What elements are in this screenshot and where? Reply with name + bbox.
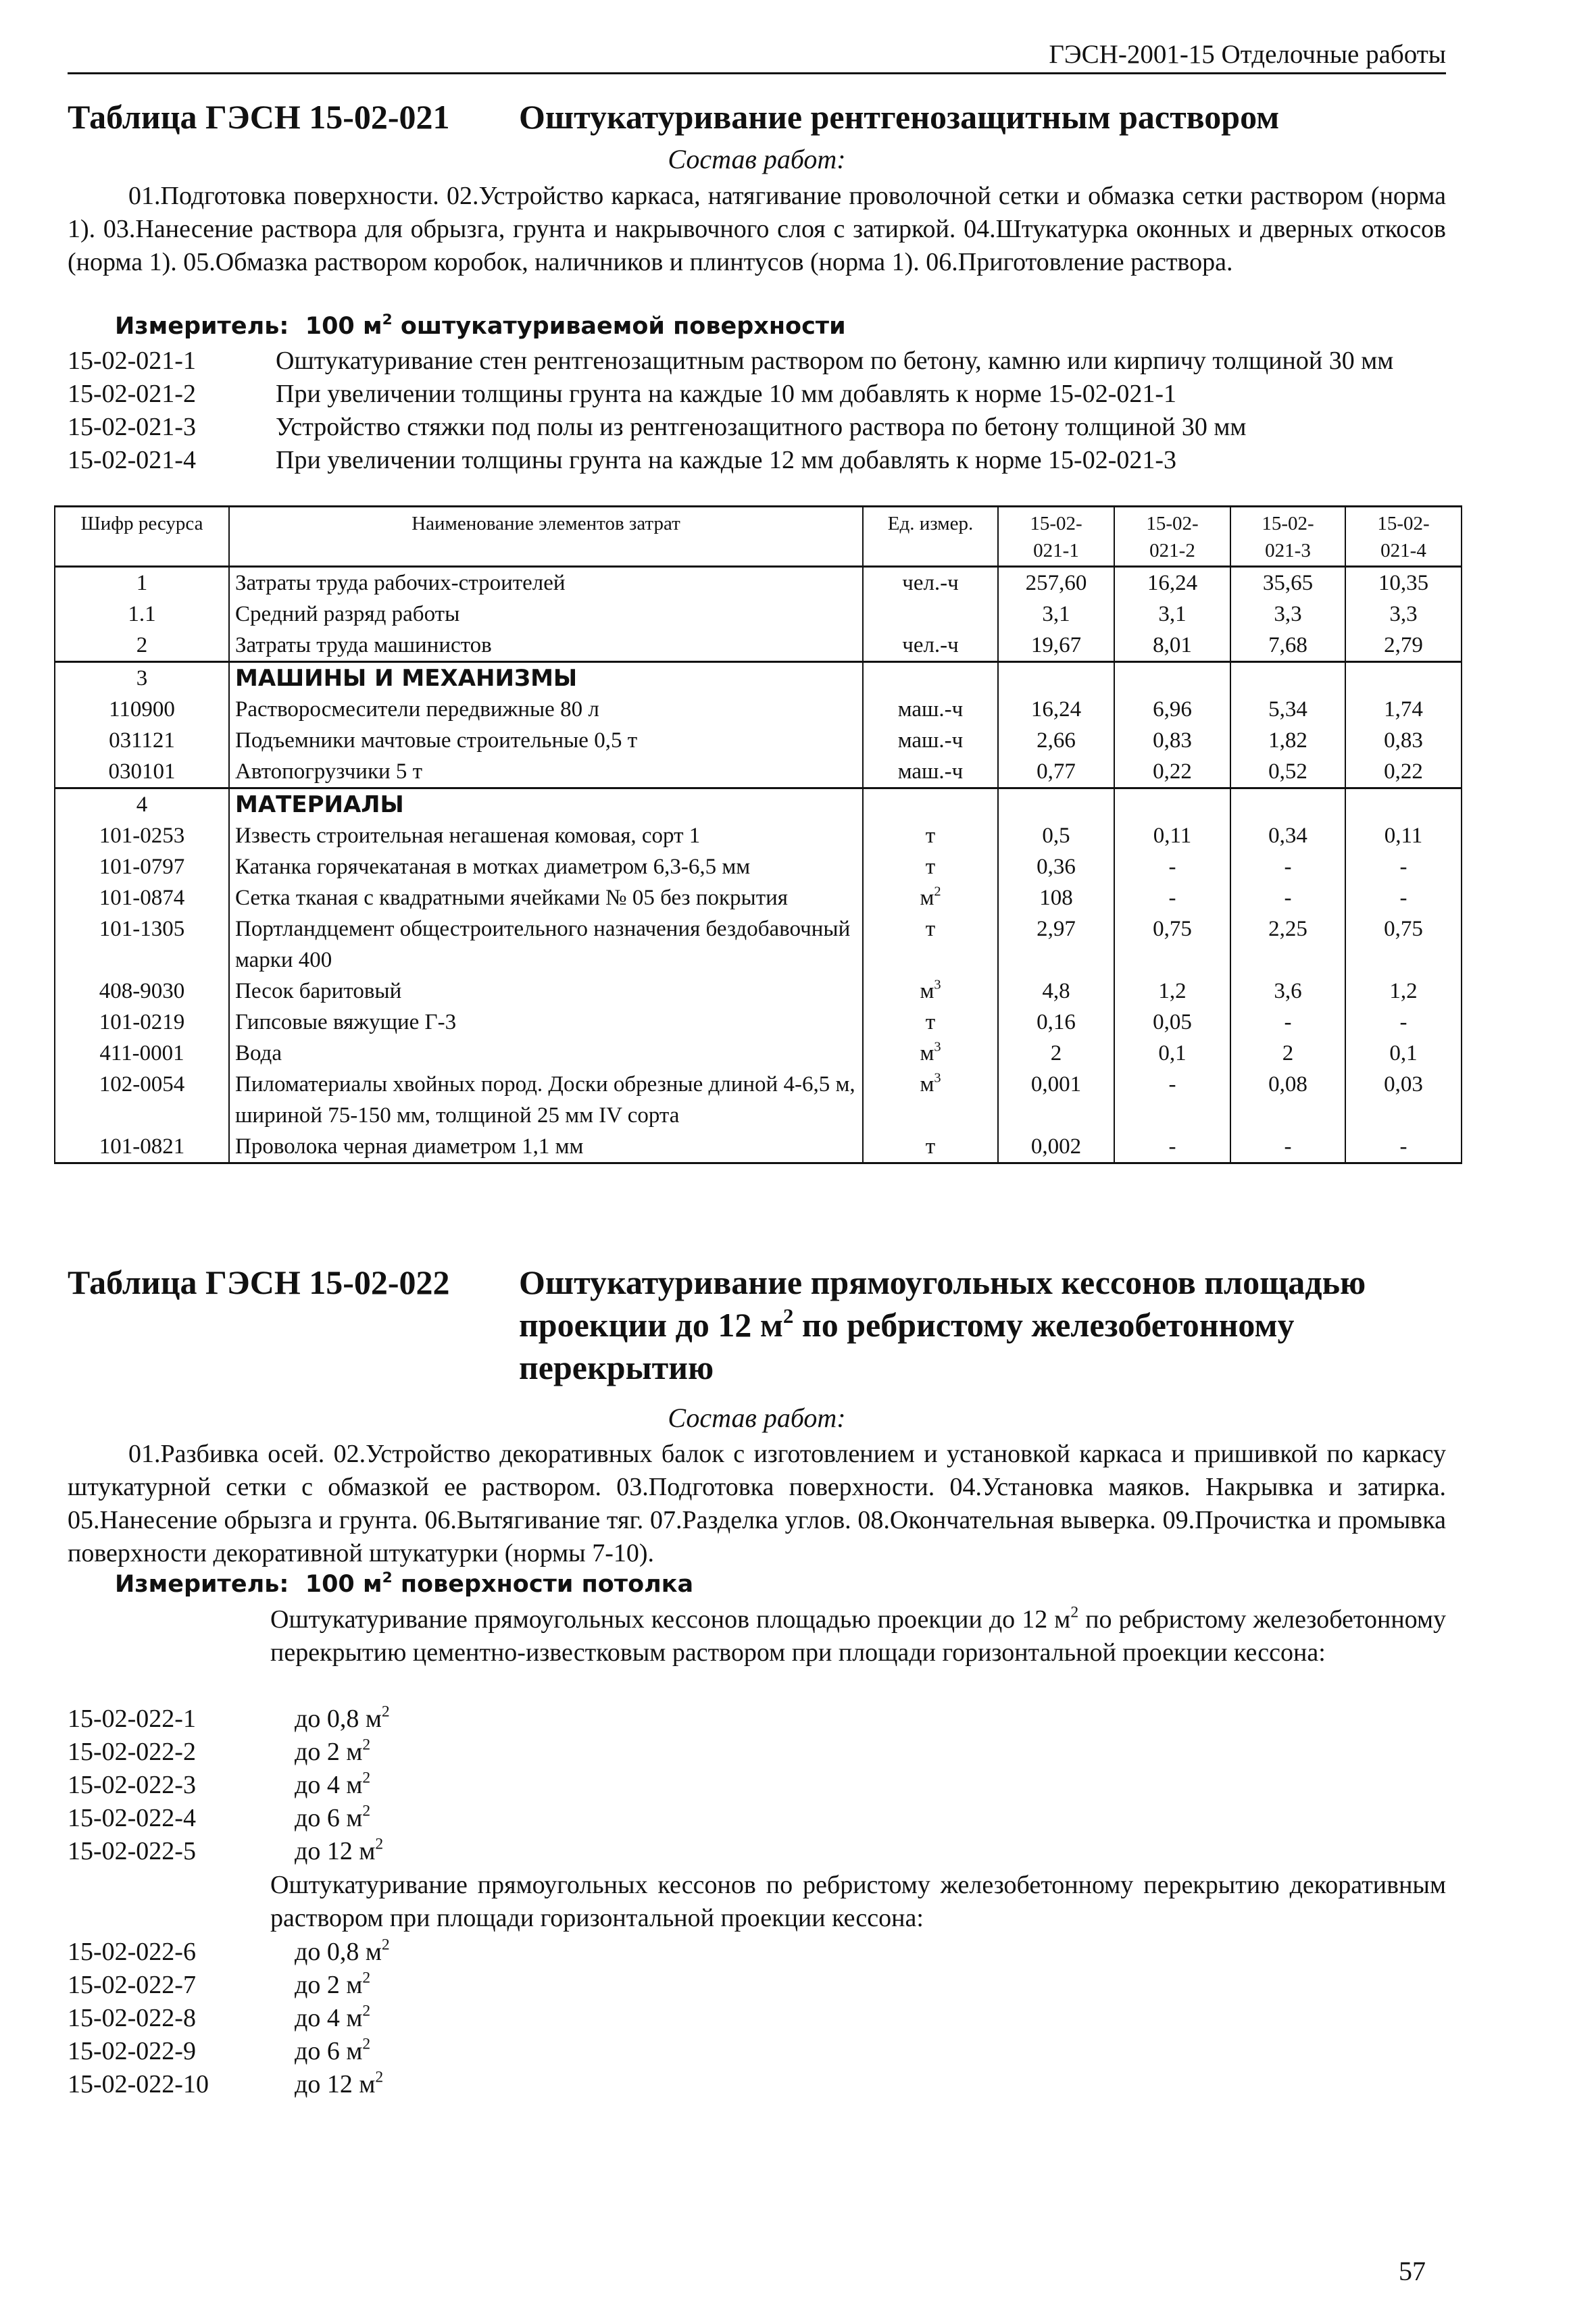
row-value-3: 7,68	[1230, 630, 1345, 662]
unit-base: м	[920, 979, 934, 1003]
row-name: Затраты труда рабочих-строителей	[229, 567, 863, 599]
table1-number: Таблица ГЭСН 15-02-021	[68, 98, 450, 136]
col-header-norm-1	[998, 507, 1114, 567]
kesson-intro-2: Оштукатуривание прямоугольных кессонов по ребристому железобетонному перекрытию декоративным раствором при площади горизонтальной проекции кессона:	[270, 1871, 1446, 1932]
row-unit: т	[863, 820, 998, 851]
row-code: 101-0253	[55, 820, 229, 851]
table-row	[55, 882, 1462, 913]
norm-row	[68, 1703, 878, 1736]
title-part-a: Оштукатуривание прямоугольных кессонов площадью проекции до 12 м	[519, 1263, 1366, 1344]
table2-title	[519, 1261, 1411, 1389]
row-code: 101-0219	[55, 1007, 229, 1038]
row-name: Автопогрузчики 5 т	[229, 756, 863, 788]
table-row	[55, 567, 1462, 599]
row-value-1: 4,8	[998, 976, 1114, 1007]
row-name: Гипсовые вяжущие Г-3	[229, 1007, 863, 1038]
table-row	[55, 1007, 1462, 1038]
table-row	[55, 630, 1462, 662]
row-code: 110900	[55, 694, 229, 725]
row-name: Затраты труда машинистов	[229, 630, 863, 662]
row-name: Сетка тканая с квадратными ячейками № 05 без покрытия	[229, 882, 863, 913]
row-value-2	[1114, 788, 1230, 821]
norm-desc	[295, 1703, 878, 1736]
row-value-1: 0,36	[998, 851, 1114, 882]
row-value-1: 0,5	[998, 820, 1114, 851]
row-value-2: 0,1	[1114, 1038, 1230, 1069]
table2-heading	[68, 1261, 1460, 1397]
row-name: Подъемники мачтовые строительные 0,5 т	[229, 725, 863, 756]
row-value-3: -	[1230, 1007, 1345, 1038]
row-name: Растворосмесители передвижные 80 л	[229, 694, 863, 725]
row-code: 101-1305	[55, 913, 229, 976]
row-unit: чел.-ч	[863, 567, 998, 599]
row-value-4: 2,79	[1345, 630, 1462, 662]
table-section-row	[55, 662, 1462, 695]
unit-sup: 3	[934, 1039, 941, 1055]
row-value-1: 108	[998, 882, 1114, 913]
row-value-1: 3,1	[998, 599, 1114, 630]
row-name: Известь строительная негашеная комовая, сорт 1	[229, 820, 863, 851]
kesson-intro-1	[270, 1603, 1446, 1669]
row-value-4: -	[1345, 882, 1462, 913]
row-value-1: 0,001	[998, 1069, 1114, 1131]
norm-suffix: 021-1	[1033, 540, 1079, 561]
table2-sostav-label: Состав работ:	[668, 1403, 846, 1433]
unit-sup: 3	[934, 1070, 941, 1086]
norm-row	[68, 2035, 878, 2068]
row-section-title: МАШИНЫ И МЕХАНИЗМЫ	[229, 662, 863, 695]
table-row	[55, 820, 1462, 851]
table-row	[55, 756, 1462, 788]
row-code: 102-0054	[55, 1069, 229, 1131]
col-header-code: Шифр ресурса	[55, 507, 229, 567]
desc-text: до 4 м	[295, 1771, 363, 1799]
row-code: 030101	[55, 756, 229, 788]
row-value-2: 6,96	[1114, 694, 1230, 725]
norm-code: 15-02-022-6	[68, 1938, 196, 1966]
desc-text: до 2 м	[295, 1971, 363, 1999]
norm-row	[68, 1802, 878, 1835]
table-header-row	[55, 507, 1462, 567]
desc-sup: 2	[362, 2035, 371, 2053]
row-value-3: 2	[1230, 1038, 1345, 1069]
row-unit: т	[863, 851, 998, 882]
title-part-b: по ребристому железобетонному перекрытию	[519, 1306, 1295, 1386]
row-value-1: 2	[998, 1038, 1114, 1069]
norm-suffix: 021-3	[1265, 540, 1311, 561]
row-value-1: 0,002	[998, 1131, 1114, 1163]
norm-row	[68, 1936, 878, 1969]
row-code: 031121	[55, 725, 229, 756]
desc-text: до 0,8 м	[295, 1705, 382, 1733]
resource-table	[54, 505, 1462, 1164]
norm-desc	[295, 2068, 878, 2101]
col-header-norm-4	[1345, 507, 1462, 567]
desc-sup: 2	[362, 1969, 371, 1987]
norm-desc	[295, 2002, 878, 2035]
row-code: 1	[55, 567, 229, 599]
norm-row	[68, 378, 1460, 411]
page-number: 57	[1399, 2256, 1426, 2286]
row-value-2: -	[1114, 1131, 1230, 1163]
col-header-name: Наименование элементов затрат	[229, 507, 863, 567]
row-code: 101-0797	[55, 851, 229, 882]
meter-suffix: поверхности потолка	[400, 1571, 694, 1598]
title-sup: 2	[782, 1303, 794, 1328]
row-value-2: 8,01	[1114, 630, 1230, 662]
table1-sostav-label: Состав работ:	[668, 144, 846, 174]
row-unit	[863, 1069, 998, 1131]
col-header-unit: Ед. измер.	[863, 507, 998, 567]
running-header: ГЭСН-2001-15 Отделочные работы	[68, 39, 1446, 74]
norm-row	[68, 1736, 878, 1769]
table2-number: Таблица ГЭСН 15-02-022	[68, 1263, 450, 1301]
desc-sup: 2	[362, 2002, 371, 2020]
row-unit	[863, 882, 998, 913]
desc-text: до 0,8 м	[295, 1938, 382, 1966]
norm-row	[68, 1835, 878, 1868]
row-value-3: 0,08	[1230, 1069, 1345, 1131]
table-row	[55, 1069, 1462, 1131]
norm-row	[68, 2002, 878, 2035]
unit-base: м	[920, 886, 934, 910]
norm-code: 15-02-022-8	[68, 2004, 196, 2032]
row-value-2: -	[1114, 882, 1230, 913]
row-value-1: 0,77	[998, 756, 1114, 788]
row-name: Проволока черная диаметром 1,1 мм	[229, 1131, 863, 1163]
intro-part-a: Оштукатуривание прямоугольных кессонов площадью проекции до 12 м	[270, 1605, 1071, 1634]
norm-desc	[295, 1802, 878, 1835]
row-value-1: 0,16	[998, 1007, 1114, 1038]
norm-code: 15-02-021-4	[68, 446, 196, 474]
row-value-4: 0,75	[1345, 913, 1462, 976]
table-row	[55, 1038, 1462, 1069]
row-value-4: -	[1345, 1007, 1462, 1038]
table-section-row	[55, 788, 1462, 821]
norm-desc: Устройство стяжки под полы из рентгенозащитного раствора по бетону толщиной 30 мм	[276, 413, 1247, 441]
row-value-1: 16,24	[998, 694, 1114, 725]
norm-code: 15-02-022-4	[68, 1804, 196, 1832]
row-value-3: 2,25	[1230, 913, 1345, 976]
meter-prefix: Измеритель:	[115, 1571, 289, 1598]
norm-row	[68, 411, 1460, 444]
row-code: 411-0001	[55, 1038, 229, 1069]
norm-desc	[295, 1936, 878, 1969]
table-row	[55, 1131, 1462, 1163]
row-code: 101-0821	[55, 1131, 229, 1163]
row-value-1: 2,66	[998, 725, 1114, 756]
desc-sup: 2	[381, 1703, 390, 1721]
norm-prefix: 15-02-	[1262, 513, 1314, 534]
row-value-4	[1345, 662, 1462, 695]
row-value-3: 0,34	[1230, 820, 1345, 851]
norm-desc: При увеличении толщины грунта на каждые 10 мм добавлять к норме 15-02-021-1	[276, 380, 1177, 408]
row-value-2: 0,83	[1114, 725, 1230, 756]
row-value-2: 1,2	[1114, 976, 1230, 1007]
norm-row	[68, 2068, 878, 2101]
row-name: Пиломатериалы хвойных пород. Доски обрезные длиной 4-6,5 м, шириной 75-150 мм, толщиной 25 мм IV сорта	[229, 1069, 863, 1131]
table2-work-text: 01.Разбивка осей. 02.Устройство декоративных балок с изготовлением и установкой каркаса и пришивкой по каркасу штукатурной сетки с обмазкой ее раствором. 03.Подготовка поверхности. 04.Установка маяков. Накрывка и затирка. 05.Нанесение обрызга и грунта. 06.Вытягивание тяг. 07.Разделка углов. 08.Окончательная выверка. 09.Прочистка и промывка поверхности декоративной штукатурки (нормы 7-10).	[68, 1440, 1446, 1567]
desc-sup: 2	[362, 1769, 371, 1787]
row-value-4	[1345, 788, 1462, 821]
row-unit: маш.-ч	[863, 725, 998, 756]
norm-prefix: 15-02-	[1377, 513, 1430, 534]
row-unit: т	[863, 1007, 998, 1038]
meter-sup: 2	[382, 1569, 393, 1586]
norm-prefix: 15-02-	[1030, 513, 1082, 534]
row-name: Катанка горячекатаная в мотках диаметром 6,3-6,5 мм	[229, 851, 863, 882]
row-name: Вода	[229, 1038, 863, 1069]
norm-code: 15-02-022-3	[68, 1771, 196, 1799]
desc-sup: 2	[375, 1835, 384, 1853]
row-code: 101-0874	[55, 882, 229, 913]
row-unit: т	[863, 913, 998, 976]
row-value-2: 16,24	[1114, 567, 1230, 599]
desc-sup: 2	[375, 2068, 384, 2086]
norm-code: 15-02-021-3	[68, 413, 196, 441]
row-value-1: 19,67	[998, 630, 1114, 662]
row-section-title: МАТЕРИАЛЫ	[229, 788, 863, 821]
meter-sup: 2	[382, 311, 393, 328]
norm-prefix: 15-02-	[1146, 513, 1199, 534]
unit-sup: 2	[934, 884, 941, 899]
unit-base: м	[920, 1041, 934, 1065]
row-value-3: 0,52	[1230, 756, 1345, 788]
meter-prefix: Измеритель:	[115, 313, 289, 340]
row-code: 3	[55, 662, 229, 695]
desc-text: до 12 м	[295, 1837, 376, 1865]
row-value-2: 0,05	[1114, 1007, 1230, 1038]
row-code: 2	[55, 630, 229, 662]
row-code: 408-9030	[55, 976, 229, 1007]
table1-norm-list	[68, 345, 1460, 477]
norm-row	[68, 345, 1460, 378]
table-row	[55, 694, 1462, 725]
norm-desc: Оштукатуривание стен рентгенозащитным раствором по бетону, камню или кирпичу толщиной 30 мм	[276, 347, 1394, 375]
intro-part-b: по ребристому железобетонному перекрытию цементно-известковым раствором при площади горизонтальной проекции кессона:	[270, 1605, 1446, 1667]
row-name: Песок баритовый	[229, 976, 863, 1007]
table-row	[55, 725, 1462, 756]
row-value-4: 0,22	[1345, 756, 1462, 788]
row-value-3: 35,65	[1230, 567, 1345, 599]
row-value-2: -	[1114, 851, 1230, 882]
desc-sup: 2	[362, 1736, 371, 1754]
unit-sup: 3	[934, 977, 941, 992]
kesson-list-2	[68, 1936, 878, 2101]
row-value-4: 0,83	[1345, 725, 1462, 756]
row-name: Средний разряд работы	[229, 599, 863, 630]
row-value-2: 0,22	[1114, 756, 1230, 788]
row-unit	[863, 976, 998, 1007]
norm-code: 15-02-021-2	[68, 380, 196, 408]
table1-meter	[115, 313, 846, 340]
norm-code: 15-02-022-9	[68, 2037, 196, 2065]
row-value-3: 3,3	[1230, 599, 1345, 630]
row-value-3: 1,82	[1230, 725, 1345, 756]
row-value-3: -	[1230, 882, 1345, 913]
norm-desc	[295, 1969, 878, 2002]
norm-row	[68, 1769, 878, 1802]
row-unit: маш.-ч	[863, 694, 998, 725]
desc-sup: 2	[362, 1802, 371, 1820]
row-unit: т	[863, 1131, 998, 1163]
meter-value: 100 м	[305, 1571, 382, 1598]
table1-work-text: 01.Подготовка поверхности. 02.Устройство каркаса, натягивание проволочной сетки и обмазка сетки раствором (норма 1). 03.Нанесение раствора для обрызга, грунта и накрывочного слоя с затиркой. 04.Штукатурка оконных и дверных откосов (норма 1). 05.Обмазка раствором коробок, наличников и плинтусов (норма 1). 06.Приготовление раствора.	[68, 182, 1446, 276]
desc-text: до 2 м	[295, 1738, 363, 1766]
col-header-norm-2	[1114, 507, 1230, 567]
desc-text: до 12 м	[295, 2070, 376, 2098]
row-value-2: 0,75	[1114, 913, 1230, 976]
norm-suffix: 021-4	[1380, 540, 1426, 561]
norm-code: 15-02-022-2	[68, 1738, 196, 1766]
row-unit	[863, 662, 998, 695]
row-unit: маш.-ч	[863, 756, 998, 788]
desc-text: до 6 м	[295, 2037, 363, 2065]
desc-text: до 4 м	[295, 2004, 363, 2032]
row-value-1	[998, 662, 1114, 695]
meter-suffix: оштукатуриваемой поверхности	[400, 313, 846, 340]
row-value-3	[1230, 662, 1345, 695]
unit-base: м	[920, 1072, 934, 1097]
desc-text: до 6 м	[295, 1804, 363, 1832]
row-value-4: 1,2	[1345, 976, 1462, 1007]
row-value-4: -	[1345, 1131, 1462, 1163]
row-value-1	[998, 788, 1114, 821]
row-code: 4	[55, 788, 229, 821]
row-value-2: -	[1114, 1069, 1230, 1131]
meter-value: 100 м	[305, 313, 382, 340]
row-name: Портландцемент общестроительного назначения бездобавочный марки 400	[229, 913, 863, 976]
row-value-2: 0,11	[1114, 820, 1230, 851]
row-value-4: 1,74	[1345, 694, 1462, 725]
norm-code: 15-02-022-5	[68, 1837, 196, 1865]
row-value-4: 3,3	[1345, 599, 1462, 630]
norm-code: 15-02-021-1	[68, 347, 196, 375]
table2-meter	[115, 1571, 693, 1598]
col-header-norm-3	[1230, 507, 1345, 567]
desc-sup: 2	[381, 1936, 390, 1954]
row-unit: чел.-ч	[863, 630, 998, 662]
row-value-4: 10,35	[1345, 567, 1462, 599]
row-unit	[863, 1038, 998, 1069]
norm-desc	[295, 1736, 878, 1769]
norm-row	[68, 1969, 878, 2002]
intro-sup: 2	[1070, 1603, 1079, 1621]
row-value-4: 0,11	[1345, 820, 1462, 851]
norm-code: 15-02-022-1	[68, 1705, 196, 1733]
row-value-2: 3,1	[1114, 599, 1230, 630]
row-value-3: 5,34	[1230, 694, 1345, 725]
kesson-list-1	[68, 1703, 878, 1868]
row-value-1: 257,60	[998, 567, 1114, 599]
row-value-3: 3,6	[1230, 976, 1345, 1007]
norm-desc	[295, 1769, 878, 1802]
row-value-4: 0,1	[1345, 1038, 1462, 1069]
norm-code: 15-02-022-10	[68, 2070, 209, 2098]
row-value-3	[1230, 788, 1345, 821]
table-row	[55, 851, 1462, 882]
norm-suffix: 021-2	[1149, 540, 1195, 561]
table-row	[55, 599, 1462, 630]
row-unit	[863, 599, 998, 630]
norm-code: 15-02-022-7	[68, 1971, 196, 1999]
row-value-3: -	[1230, 1131, 1345, 1163]
row-value-1: 2,97	[998, 913, 1114, 976]
norm-row	[68, 444, 1460, 477]
norm-desc	[295, 2035, 878, 2068]
norm-desc	[295, 1835, 878, 1868]
row-code: 1.1	[55, 599, 229, 630]
table-row	[55, 976, 1462, 1007]
norm-desc: При увеличении толщины грунта на каждые 12 мм добавлять к норме 15-02-021-3	[276, 446, 1177, 474]
row-value-2	[1114, 662, 1230, 695]
table-row	[55, 913, 1462, 976]
table1-heading	[68, 96, 1460, 138]
row-value-4: -	[1345, 851, 1462, 882]
row-unit	[863, 788, 998, 821]
row-value-3: -	[1230, 851, 1345, 882]
table1-title: Оштукатуривание рентгенозащитным раствором	[519, 98, 1280, 136]
row-value-4: 0,03	[1345, 1069, 1462, 1131]
